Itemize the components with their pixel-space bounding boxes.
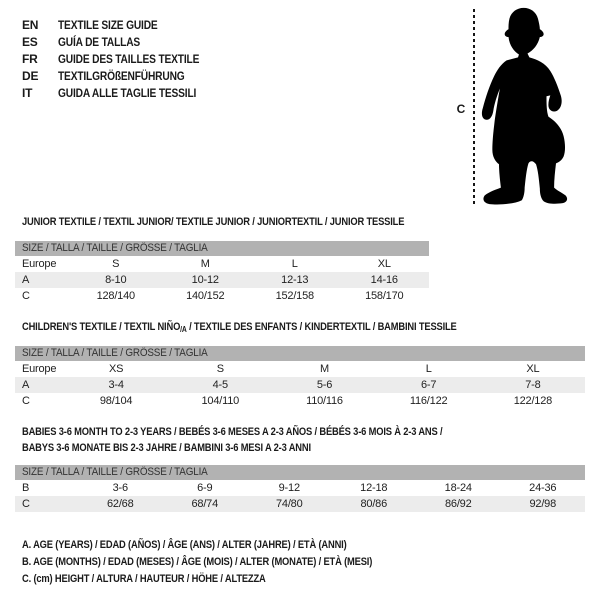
height-label: C (456, 102, 466, 116)
size-header-bar: SIZE / TALLA / TAILLE / GRÖSSE / TAGLIA (15, 241, 429, 256)
value-cell: 9-12 (278, 482, 300, 494)
value-cell: 3-4 (64, 377, 168, 393)
value-cell: 4-5 (168, 377, 272, 393)
row-label-cell: Europe (22, 258, 57, 270)
row-label-cell: C (22, 290, 30, 302)
table-title-babies-line1: BABIES 3-6 MONTH TO 2-3 YEARS / BEBÉS 3-6 MESES A 2-3 AÑOS / BÉBÉS 3-6 MOIS À 2-3 ANS / (22, 426, 443, 438)
value-cell: 86/92 (416, 496, 501, 512)
table-row (15, 256, 429, 272)
value-cell: 98/104 (99, 395, 133, 407)
value-cell: M (200, 258, 210, 270)
value-cell: 74/80 (247, 496, 332, 512)
value-cell: 128/140 (96, 290, 135, 302)
value-cell: 14-16 (340, 272, 430, 288)
footnote-line: C. (cm) HEIGHT / ALTURA / HAUTEUR / HÖHE / ALTEZZA (22, 573, 266, 585)
value-cell: L (291, 258, 298, 270)
row-label-cell: A (15, 272, 71, 288)
height-dashed-line (473, 9, 475, 205)
language-row (22, 16, 175, 32)
row-label-cell: C (15, 496, 78, 512)
table-row (15, 272, 429, 288)
value-cell: 7-8 (481, 377, 585, 393)
row-label-cell: Europe (22, 363, 57, 375)
value-cell: S (112, 258, 120, 270)
language-code: DE (22, 69, 39, 83)
value-cell: XS (108, 363, 124, 375)
value-cell: 8-10 (71, 272, 161, 288)
language-code: EN (22, 18, 39, 32)
language-label: GUIDA ALLE TAGLIE TESSILI (58, 86, 197, 100)
value-cell: 62/68 (78, 496, 163, 512)
value-cell: 12-13 (250, 272, 340, 288)
row-label-cell: A (15, 377, 64, 393)
language-label: TEXTILE SIZE GUIDE (58, 18, 158, 32)
value-cell: 18-24 (444, 482, 472, 494)
table-row (15, 480, 585, 496)
value-cell: XL (526, 363, 540, 375)
footnote-line: B. AGE (MONTHS) / EDAD (MESES) / ÂGE (MOIS) / ALTER (MONATE) / ETÀ (MESI) (22, 556, 373, 568)
language-label: TEXTILGRÖßENFÜHRUNG (58, 69, 185, 83)
language-label: GUÍA DE TALLAS (58, 35, 141, 49)
language-row (22, 67, 207, 83)
value-cell: M (319, 363, 329, 375)
value-cell: 80/86 (332, 496, 417, 512)
size-header-bar: SIZE / TALLA / TAILLE / GRÖSSE / TAGLIA (15, 346, 585, 361)
table-row (15, 393, 585, 409)
row-label-cell: B (22, 482, 30, 494)
value-cell: 6-7 (377, 377, 481, 393)
value-cell: 158/170 (365, 290, 404, 302)
value-cell: 10-12 (161, 272, 251, 288)
size-header-bar: SIZE / TALLA / TAILLE / GRÖSSE / TAGLIA (15, 465, 585, 480)
table-row (15, 496, 585, 512)
value-cell: 92/98 (501, 496, 586, 512)
value-cell: 116/122 (409, 395, 448, 407)
language-label: GUIDE DES TAILLES TEXTILE (58, 52, 200, 66)
language-code: IT (22, 86, 33, 100)
value-cell: 140/152 (186, 290, 225, 302)
table-row (15, 361, 585, 377)
table-title-children: CHILDREN'S TEXTILE / TEXTIL $NIÑO_{/A}$ / TEXTILE DES ENFANTS / KINDERTEXTIL / BAMBINI TESSILE (22, 321, 457, 334)
language-row (22, 50, 224, 66)
children-size-table (15, 346, 585, 409)
table-title-junior: JUNIOR TEXTILE / TEXTIL JUNIOR/ TEXTILE JUNIOR / JUNIORTEXTIL / JUNIOR TESSILE (22, 216, 405, 228)
value-cell: 68/74 (163, 496, 248, 512)
language-code: ES (22, 35, 38, 49)
baby-silhouette-icon (480, 4, 575, 208)
babies-size-table (15, 465, 585, 512)
language-code: FR (22, 52, 38, 66)
value-cell: 3-6 (112, 482, 128, 494)
value-cell: 6-9 (197, 482, 213, 494)
value-cell: L (425, 363, 432, 375)
value-cell: XL (377, 258, 391, 270)
junior-size-table (15, 241, 429, 304)
value-cell: 5-6 (272, 377, 376, 393)
value-cell: 104/110 (201, 395, 240, 407)
language-row (22, 33, 155, 49)
value-cell: S (216, 363, 224, 375)
language-row (22, 84, 221, 100)
row-label-cell: C (22, 395, 30, 407)
value-cell: 152/158 (275, 290, 314, 302)
value-cell: 122/128 (513, 395, 553, 407)
footnote-line: A. AGE (YEARS) / EDAD (AÑOS) / ÂGE (ANS) / ALTER (JAHRE) / ETÀ (ANNI) (22, 539, 347, 551)
table-row (15, 288, 429, 304)
value-cell: 110/116 (306, 395, 343, 407)
value-cell: 24-36 (529, 482, 557, 494)
table-title-babies-line2: BABYS 3-6 MONATE BIS 2-3 JAHRE / BAMBINI 3-6 MESI A 2-3 ANNI (22, 442, 311, 454)
table-row (15, 377, 585, 393)
value-cell: 12-18 (360, 482, 388, 494)
